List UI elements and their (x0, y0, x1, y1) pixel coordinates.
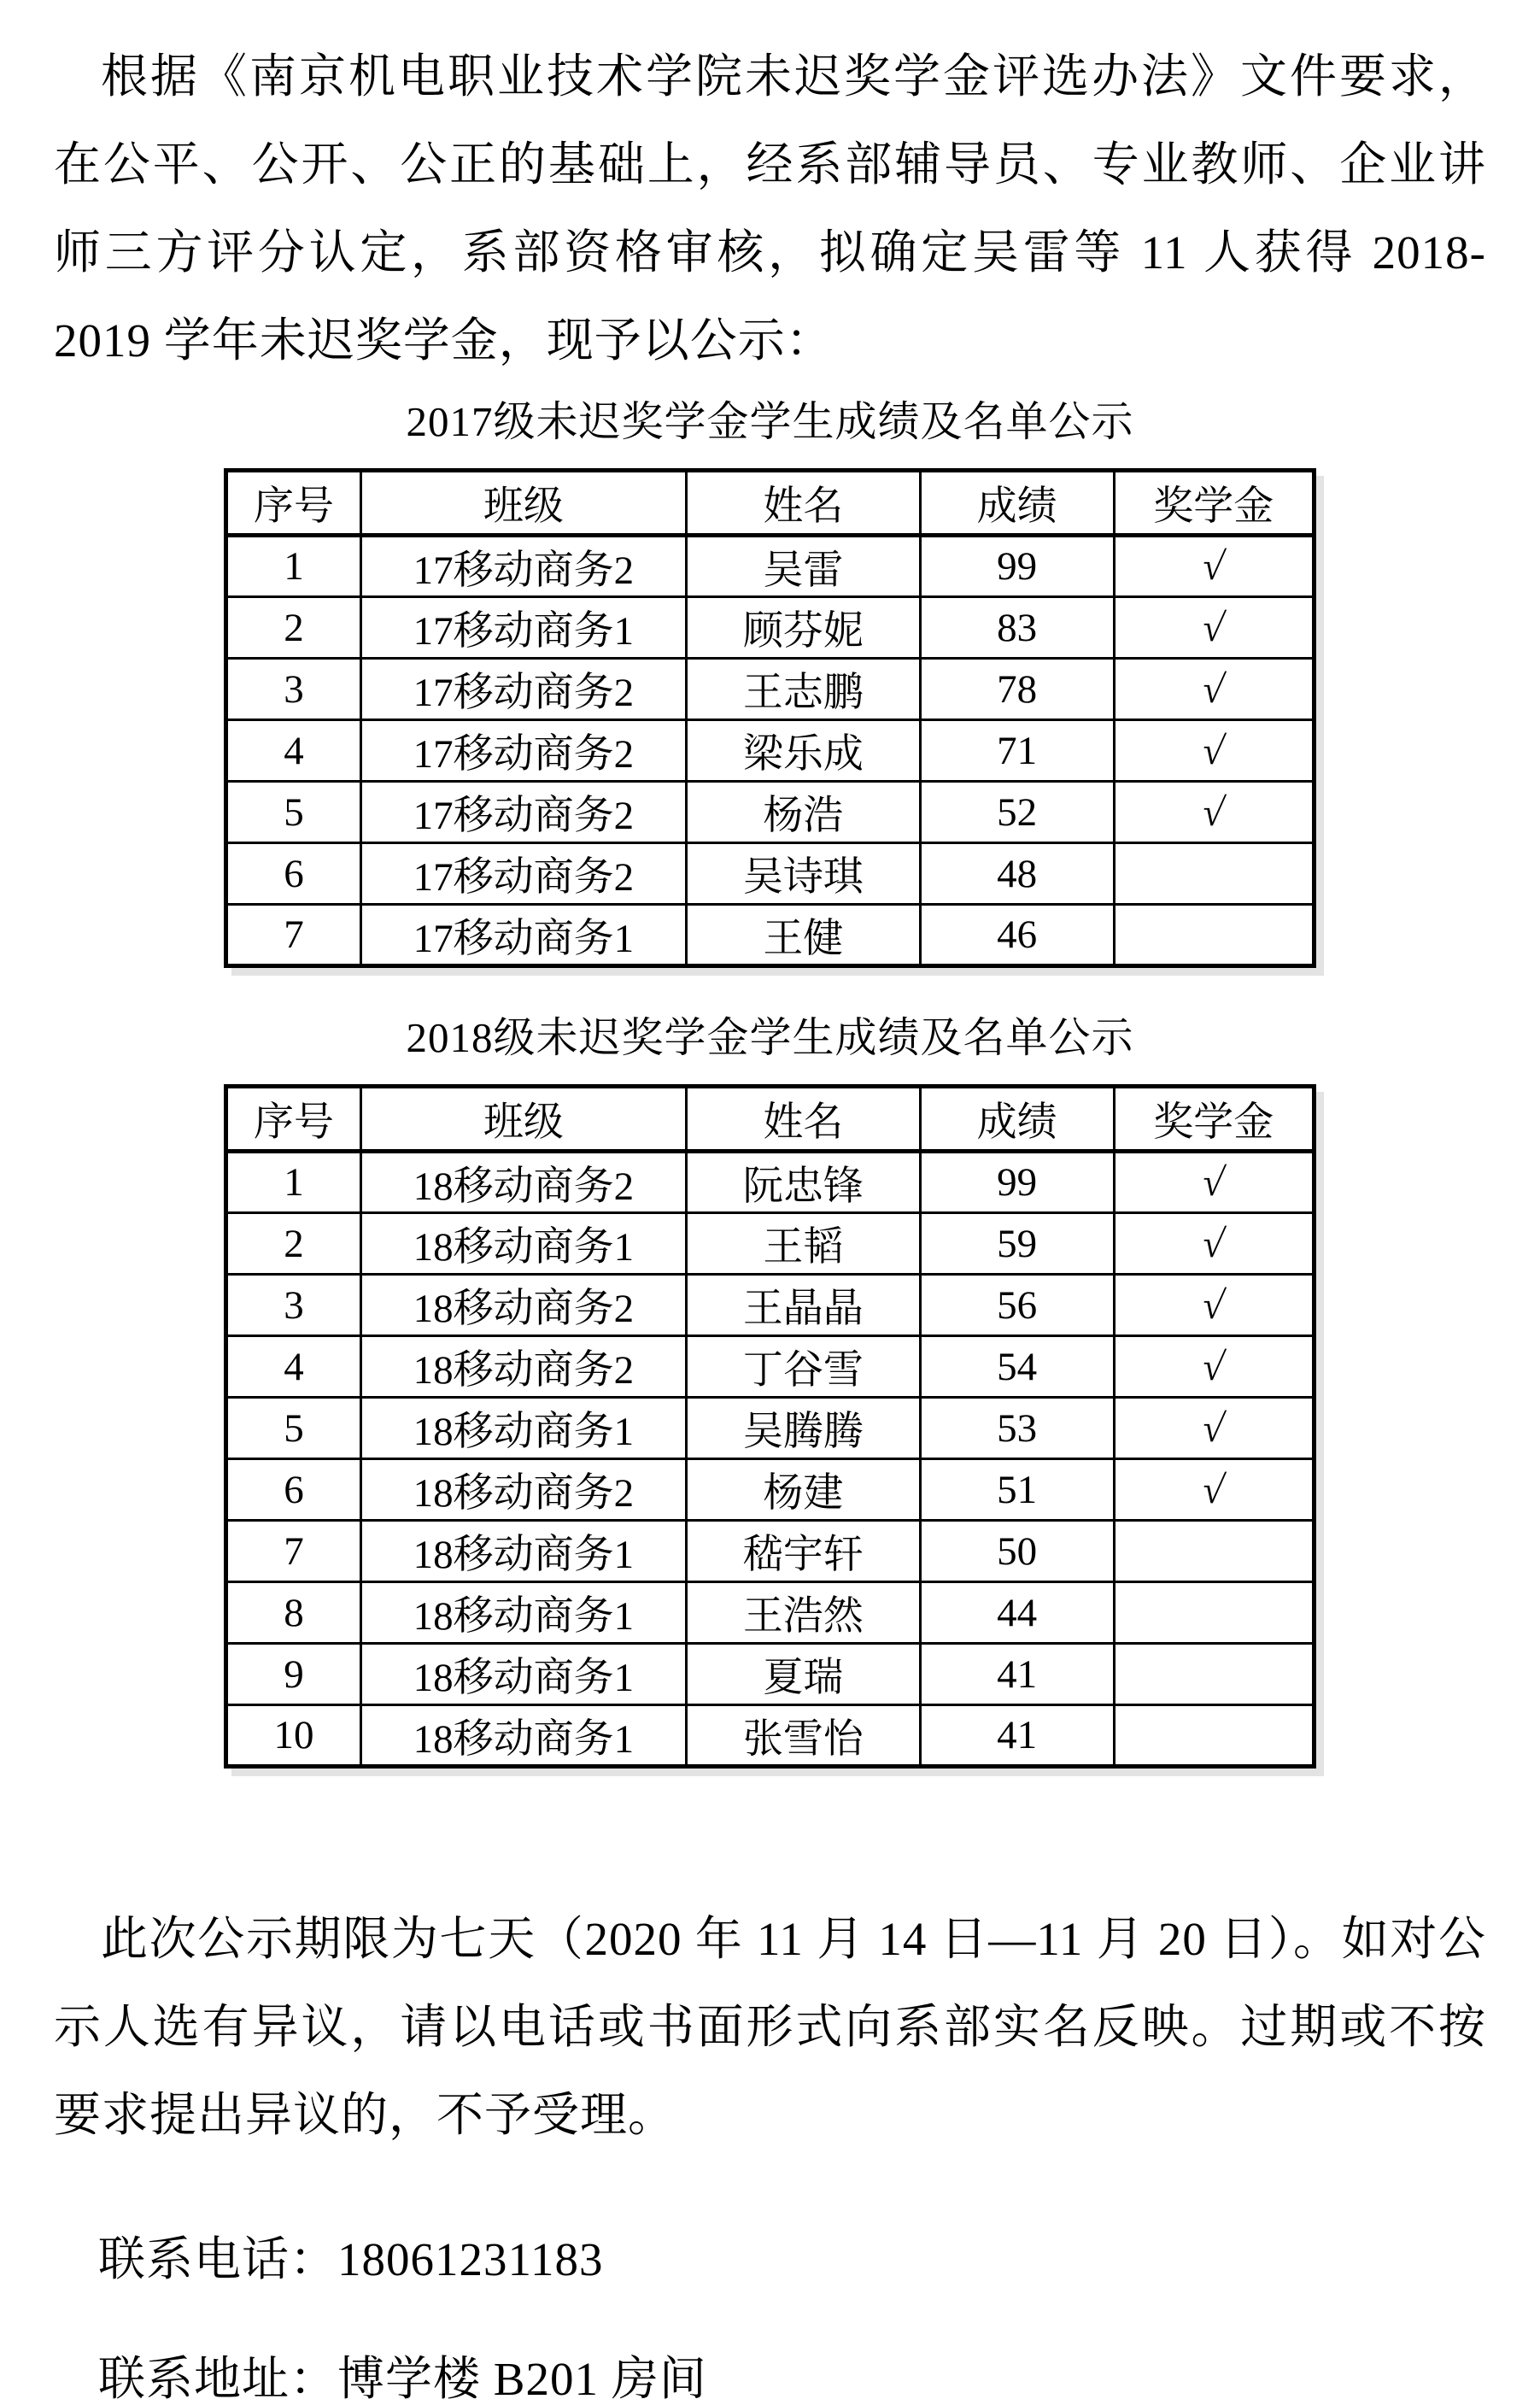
cell-serial: 3 (226, 659, 361, 720)
cell-serial: 2 (226, 1213, 361, 1275)
cell-serial: 2 (226, 597, 361, 659)
cell-award (1114, 1152, 1314, 1213)
table-body-2018 (226, 1152, 1315, 1767)
cell-award (1114, 1213, 1314, 1275)
contact-address-value: 博学楼 B201 房间 (337, 2353, 707, 2405)
table-section-2017 (54, 396, 1486, 968)
cell-class: 18移动商务1 (360, 1644, 686, 1705)
table-row (226, 1521, 1315, 1582)
cell-name: 王晶晶 (686, 1275, 920, 1336)
cell-name: 吴诗琪 (686, 843, 920, 905)
cell-award (1114, 905, 1314, 966)
cell-score: 99 (920, 536, 1114, 597)
cell-serial: 6 (226, 843, 361, 905)
checkmark-icon: √ (1199, 666, 1227, 711)
cell-class: 18移动商务1 (360, 1582, 686, 1644)
checkmark-icon: √ (1199, 544, 1227, 588)
cell-serial: 3 (226, 1275, 361, 1336)
cell-award (1114, 843, 1314, 905)
cell-score: 41 (920, 1644, 1114, 1705)
cell-score: 56 (920, 1275, 1114, 1336)
table-row (226, 1459, 1315, 1521)
cell-serial: 4 (226, 1336, 361, 1398)
cell-award (1114, 1582, 1314, 1644)
cell-score: 52 (920, 782, 1114, 843)
cell-award (1114, 1275, 1314, 1336)
cell-score: 53 (920, 1398, 1114, 1459)
cell-class: 18移动商务1 (360, 1521, 686, 1582)
table-wrap-2018 (224, 1012, 1316, 1769)
table-row (226, 1213, 1315, 1275)
notice-paragraph: 此次公示期限为七天（2020 年 11 月 14 日—11 月 20 日）。如对公示人选有异议，请以电话或书面形式向系部实名反映。过期或不按要求提出异议的，不予受理。 (54, 1913, 1486, 2141)
contact-phone-label: 联系电话： (98, 2233, 338, 2285)
scholarship-table-2017 (224, 468, 1316, 968)
cell-name: 杨浩 (686, 782, 920, 843)
intro-paragraph: 根据《南京机电职业技术学院未迟奖学金评选办法》文件要求，在公平、公开、公正的基础上，经系部辅导员、专业教师、企业讲师三方评分认定，系部资格审核，拟确定吴雷等 11 人获得 2018-2019 学年未迟奖学金，现予以公示： (54, 50, 1486, 367)
cell-name: 丁谷雪 (686, 1336, 920, 1398)
cell-name: 杨建 (686, 1459, 920, 1521)
col-header-name: 姓名 (686, 1087, 920, 1152)
cell-class: 17移动商务1 (360, 905, 686, 966)
contact-address-label: 联系地址： (98, 2353, 338, 2405)
cell-name: 王健 (686, 905, 920, 966)
cell-class: 17移动商务1 (360, 597, 686, 659)
cell-award (1114, 1644, 1314, 1705)
table-row (226, 1582, 1315, 1644)
cell-award (1114, 1521, 1314, 1582)
cell-class: 17移动商务2 (360, 536, 686, 597)
table-row (226, 597, 1315, 659)
cell-award (1114, 1336, 1314, 1398)
cell-serial: 7 (226, 1521, 361, 1582)
col-header-class: 班级 (360, 1087, 686, 1152)
cell-class: 17移动商务2 (360, 720, 686, 782)
cell-award (1114, 1705, 1314, 1767)
checkmark-icon: √ (1199, 728, 1227, 772)
cell-name: 王浩然 (686, 1582, 920, 1644)
col-header-award: 奖学金 (1114, 1087, 1314, 1152)
table-header-2018 (226, 1087, 1315, 1152)
col-header-serial: 序号 (226, 1087, 361, 1152)
table-body-2017 (226, 536, 1315, 966)
cell-score: 48 (920, 843, 1114, 905)
cell-score: 46 (920, 905, 1114, 966)
cell-serial: 10 (226, 1705, 361, 1767)
cell-award (1114, 1398, 1314, 1459)
cell-name: 吴腾腾 (686, 1398, 920, 1459)
cell-class: 17移动商务2 (360, 843, 686, 905)
contact-phone-line (98, 2234, 1486, 2285)
table-row (226, 659, 1315, 720)
checkmark-icon: √ (1199, 1467, 1227, 1511)
table-row (226, 1705, 1315, 1767)
cell-name: 张雪怡 (686, 1705, 920, 1767)
cell-score: 44 (920, 1582, 1114, 1644)
table-row (226, 1336, 1315, 1398)
col-header-score: 成绩 (920, 471, 1114, 536)
table-row (226, 1152, 1315, 1213)
table-wrap-2017 (224, 396, 1316, 968)
checkmark-icon: √ (1199, 1160, 1227, 1204)
checkmark-icon: √ (1199, 1282, 1227, 1327)
cell-serial: 4 (226, 720, 361, 782)
table-title-2017: 2017级未迟奖学金学生成绩及名单公示 (406, 398, 1134, 445)
cell-class: 18移动商务1 (360, 1213, 686, 1275)
cell-serial: 8 (226, 1582, 361, 1644)
cell-score: 71 (920, 720, 1114, 782)
scholarship-table-2018 (224, 1084, 1316, 1769)
cell-name: 吴雷 (686, 536, 920, 597)
cell-award (1114, 659, 1314, 720)
header-row (226, 471, 1315, 536)
table-row (226, 536, 1315, 597)
checkmark-icon: √ (1199, 1344, 1227, 1388)
cell-score: 99 (920, 1152, 1114, 1213)
col-header-serial: 序号 (226, 471, 361, 536)
cell-class: 18移动商务2 (360, 1152, 686, 1213)
cell-serial: 9 (226, 1644, 361, 1705)
table-row (226, 1644, 1315, 1705)
table-row (226, 843, 1315, 905)
cell-score: 50 (920, 1521, 1114, 1582)
contact-address-line (98, 2354, 1486, 2405)
cell-award (1114, 782, 1314, 843)
cell-serial: 1 (226, 1152, 361, 1213)
table-row (226, 782, 1315, 843)
contact-phone-value: 18061231183 (337, 2233, 604, 2285)
cell-serial: 5 (226, 782, 361, 843)
cell-score: 78 (920, 659, 1114, 720)
cell-score: 83 (920, 597, 1114, 659)
col-header-class: 班级 (360, 471, 686, 536)
cell-award (1114, 720, 1314, 782)
cell-class: 17移动商务2 (360, 782, 686, 843)
checkmark-icon: √ (1199, 1405, 1227, 1450)
cell-serial: 1 (226, 536, 361, 597)
table-header-2017 (226, 471, 1315, 536)
cell-name: 夏瑞 (686, 1644, 920, 1705)
cell-class: 18移动商务2 (360, 1275, 686, 1336)
cell-class: 17移动商务2 (360, 659, 686, 720)
table-row (226, 1275, 1315, 1336)
checkmark-icon: √ (1199, 1221, 1227, 1265)
cell-name: 王韬 (686, 1213, 920, 1275)
checkmark-icon: √ (1199, 605, 1227, 649)
cell-award (1114, 597, 1314, 659)
cell-name: 顾芬妮 (686, 597, 920, 659)
cell-award (1114, 536, 1314, 597)
header-row (226, 1087, 1315, 1152)
col-header-score: 成绩 (920, 1087, 1114, 1152)
cell-name: 阮忠锋 (686, 1152, 920, 1213)
cell-score: 54 (920, 1336, 1114, 1398)
col-header-name: 姓名 (686, 471, 920, 536)
cell-class: 18移动商务2 (360, 1336, 686, 1398)
cell-score: 41 (920, 1705, 1114, 1767)
cell-class: 18移动商务1 (360, 1705, 686, 1767)
cell-name: 梁乐成 (686, 720, 920, 782)
cell-class: 18移动商务1 (360, 1398, 686, 1459)
table-row (226, 1398, 1315, 1459)
cell-name: 嵇宇轩 (686, 1521, 920, 1582)
cell-score: 59 (920, 1213, 1114, 1275)
cell-serial: 7 (226, 905, 361, 966)
cell-name: 王志鹏 (686, 659, 920, 720)
col-header-award: 奖学金 (1114, 471, 1314, 536)
cell-class: 18移动商务2 (360, 1459, 686, 1521)
checkmark-icon: √ (1199, 789, 1227, 834)
table-section-2018 (54, 1012, 1486, 1769)
cell-serial: 5 (226, 1398, 361, 1459)
table-row (226, 905, 1315, 966)
table-row (226, 720, 1315, 782)
cell-serial: 6 (226, 1459, 361, 1521)
cell-award (1114, 1459, 1314, 1521)
cell-score: 51 (920, 1459, 1114, 1521)
table-title-2018: 2018级未迟奖学金学生成绩及名单公示 (406, 1014, 1134, 1061)
